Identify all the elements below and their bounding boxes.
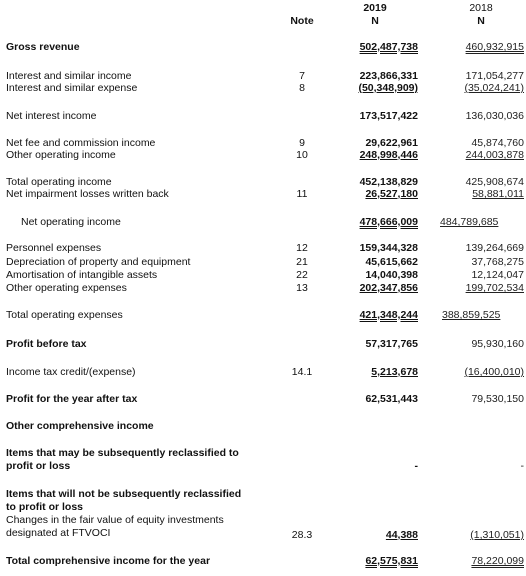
section-heading: Items that will not be subsequently reclassified bbox=[6, 488, 242, 500]
value-2018: 484,789,685 bbox=[440, 216, 499, 228]
row-label: Amortisation of intangible assets bbox=[6, 269, 158, 281]
row-label: Total operating expenses bbox=[6, 309, 123, 321]
value-2019: 421,348,244 bbox=[359, 309, 418, 321]
value-2019: 223,866,331 bbox=[359, 70, 418, 82]
value-2018: 79,530,150 bbox=[471, 393, 524, 405]
value-2019: 248,998,446 bbox=[359, 149, 418, 161]
value-2018: 244,003,878 bbox=[465, 149, 524, 161]
row-label: Interest and similar expense bbox=[6, 82, 138, 94]
value-2018: (1,310,051) bbox=[470, 529, 524, 541]
value-2019: 173,517,422 bbox=[359, 110, 418, 122]
value-2018: (16,400,010) bbox=[464, 366, 524, 378]
note-ref: 21 bbox=[296, 256, 308, 268]
value-2018: 199,702,534 bbox=[465, 282, 524, 294]
value-2019: 45,615,662 bbox=[365, 256, 418, 268]
value-2019: 29,622,961 bbox=[365, 137, 418, 149]
section-heading: profit or loss bbox=[6, 460, 71, 472]
row-label: Gross revenue bbox=[6, 41, 80, 53]
row-label: Net operating income bbox=[21, 216, 121, 228]
row-label: Net impairment losses written back bbox=[6, 188, 169, 200]
note-ref: 28.3 bbox=[291, 529, 313, 541]
value-2018: 171,054,277 bbox=[465, 70, 524, 82]
row-label: Total comprehensive income for the year bbox=[6, 555, 211, 567]
value-2019: (50,348,909) bbox=[358, 82, 418, 94]
note-ref: 8 bbox=[299, 82, 305, 94]
value-2018: 37,768,275 bbox=[471, 256, 524, 268]
note-ref: 14.1 bbox=[291, 366, 313, 378]
note-ref: 22 bbox=[296, 269, 308, 281]
value-2019: 478,666,009 bbox=[359, 216, 418, 228]
row-label: Changes in the fair value of equity investments bbox=[6, 514, 224, 526]
value-2018: 139,264,669 bbox=[465, 242, 524, 254]
section-heading: to profit or loss bbox=[6, 501, 83, 513]
row-label: designated at FTVOCI bbox=[6, 527, 111, 539]
note-ref: 7 bbox=[299, 70, 305, 82]
value-2019: 26,527,180 bbox=[365, 188, 418, 200]
note-ref: 11 bbox=[296, 188, 308, 200]
note-ref: 10 bbox=[296, 149, 308, 161]
header-currency-2019: N bbox=[371, 15, 379, 27]
value-2018: 45,874,760 bbox=[471, 137, 524, 149]
value-2018: 388,859,525 bbox=[442, 309, 501, 321]
row-label: Net interest income bbox=[6, 110, 97, 122]
value-2019: 502,487,738 bbox=[359, 41, 418, 53]
value-2018: 78,220,099 bbox=[471, 555, 524, 567]
value-2019: - bbox=[414, 460, 418, 472]
note-ref: 9 bbox=[299, 137, 305, 149]
value-2019: 62,531,443 bbox=[365, 393, 418, 405]
value-2019: 62,575,831 bbox=[365, 555, 418, 567]
value-2019: 452,138,829 bbox=[359, 176, 418, 188]
value-2019: 44,388 bbox=[385, 529, 418, 541]
row-label: Profit for the year after tax bbox=[6, 393, 138, 405]
header-year-2018: 2018 bbox=[469, 2, 493, 14]
header-currency-2018: N bbox=[477, 15, 485, 27]
row-label: Other operating income bbox=[6, 149, 116, 161]
section-heading: Other comprehensive income bbox=[6, 420, 154, 432]
row-label: Personnel expenses bbox=[6, 242, 102, 254]
value-2019: 5,213,678 bbox=[371, 366, 418, 378]
value-2018: 460,932,915 bbox=[465, 41, 524, 53]
row-label: Depreciation of property and equipment bbox=[6, 256, 191, 268]
row-label: Other operating expenses bbox=[6, 282, 127, 294]
value-2018: 425,908,674 bbox=[465, 176, 524, 188]
value-2019: 159,344,328 bbox=[359, 242, 418, 254]
row-label: Net fee and commission income bbox=[6, 137, 156, 149]
value-2018: 58,881,011 bbox=[472, 188, 524, 200]
row-label: Total operating income bbox=[6, 176, 112, 188]
value-2018: - bbox=[520, 460, 524, 472]
header-note: Note bbox=[290, 15, 314, 27]
note-ref: 13 bbox=[296, 282, 308, 294]
value-2018: 136,030,036 bbox=[465, 110, 524, 122]
section-heading: Items that may be subsequently reclassified to bbox=[6, 447, 239, 459]
value-2018: (35,024,241) bbox=[464, 82, 524, 94]
value-2019: 202,347,856 bbox=[359, 282, 418, 294]
note-ref: 12 bbox=[296, 242, 308, 254]
value-2019: 57,317,765 bbox=[365, 338, 418, 350]
row-label: Income tax credit/(expense) bbox=[6, 366, 136, 378]
row-label: Profit before tax bbox=[6, 338, 87, 350]
header-year-2019: 2019 bbox=[363, 2, 387, 14]
value-2018: 95,930,160 bbox=[471, 338, 524, 350]
row-label: Interest and similar income bbox=[6, 70, 132, 82]
value-2019: 14,040,398 bbox=[365, 269, 418, 281]
value-2018: 12,124,047 bbox=[471, 269, 524, 281]
